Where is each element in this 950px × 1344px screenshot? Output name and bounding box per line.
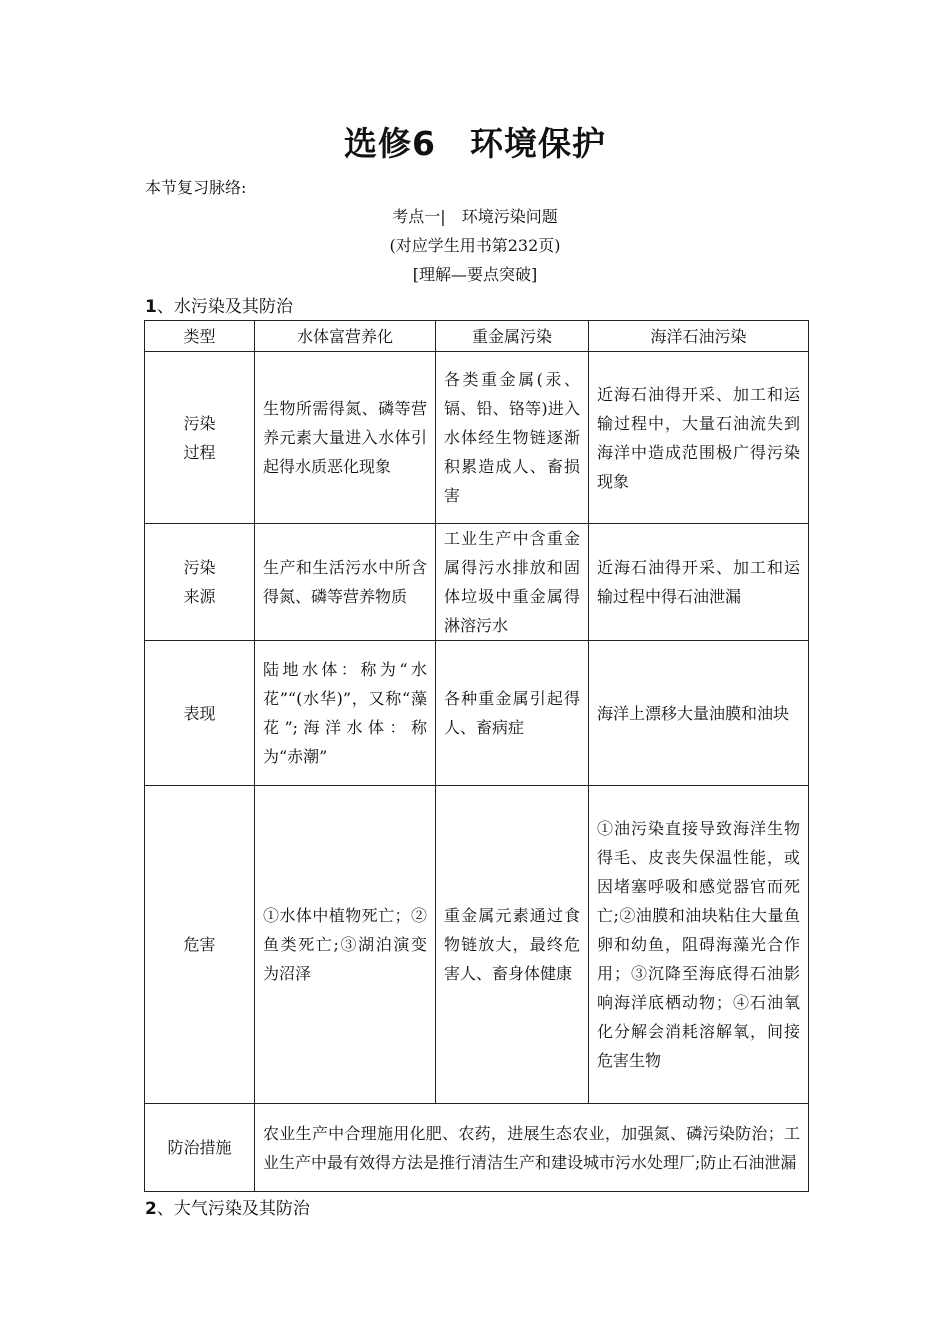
table-row-manifestation	[145, 641, 809, 786]
intro-text: 本节复习脉络:	[145, 178, 247, 197]
page-title: 选修6 环境保护	[344, 124, 606, 163]
header-oil-pollution: 海洋石油污染	[589, 321, 809, 352]
cell-manifestation-eutrophication: 陆地水体：称为“水花”“(水华)”，又称“藻花”;海洋水体：称为“赤潮”	[255, 641, 436, 786]
cell-source-heavy-metal: 工业生产中含重金属得污水排放和固体垃圾中重金属得淋溶污水	[436, 524, 589, 641]
table-header-row	[145, 321, 809, 352]
row-label-prevention: 防治措施	[145, 1104, 255, 1192]
table-row-prevention	[145, 1104, 809, 1192]
section-2-heading	[145, 1194, 310, 1219]
section-bracket-label: [理解—要点突破]	[412, 265, 538, 284]
kaodian-heading: 考点一| 环境污染问题	[392, 207, 558, 226]
header-type: 类型	[145, 321, 255, 352]
row-label-manifestation: 表现	[145, 641, 255, 786]
cell-harm-heavy-metal: 重金属元素通过食物链放大，最终危害人、畜身体健康	[436, 786, 589, 1104]
row-label-harm: 危害	[145, 786, 255, 1104]
row-label-source: 污染 来源	[145, 524, 255, 641]
book-reference: (对应学生用书第232页)	[389, 236, 561, 255]
table-row-source	[145, 524, 809, 641]
cell-process-oil: 近海石油得开采、加工和运输过程中，大量石油流失到海洋中造成范围极广得污染现象	[589, 352, 809, 524]
section-1-text: 、水污染及其防治	[156, 297, 293, 317]
table-row-harm	[145, 786, 809, 1104]
cell-harm-eutrophication: ①水体中植物死亡；②鱼类死亡;③湖泊演变为沼泽	[255, 786, 436, 1104]
cell-harm-oil: ①油污染直接导致海洋生物得毛、皮丧失保温性能，或因堵塞呼吸和感觉器官而死亡;②油膜和油块粘住大量鱼卵和幼鱼，阻碍海藻光合作用；③沉降至海底得石油影响海洋底栖动物；④石油氧化分解会消耗溶解氧，间接危害生物	[589, 786, 809, 1104]
cell-manifestation-heavy-metal: 各种重金属引起得人、畜病症	[436, 641, 589, 786]
cell-source-eutrophication: 生产和生活污水中所含得氮、磷等营养物质	[255, 524, 436, 641]
section-2-text: 、大气污染及其防治	[156, 1199, 310, 1219]
section-1-heading	[145, 292, 293, 317]
header-heavy-metal: 重金属污染	[436, 321, 589, 352]
cell-process-heavy-metal: 各类重金属(汞、镉、铅、铬等)进入水体经生物链逐渐积累造成人、畜损害	[436, 352, 589, 524]
table-row-process	[145, 352, 809, 524]
water-pollution-table	[144, 320, 809, 1192]
cell-manifestation-oil: 海洋上漂移大量油膜和油块	[589, 641, 809, 786]
section-1-number: 1	[145, 297, 157, 317]
cell-source-oil: 近海石油得开采、加工和运输过程中得石油泄漏	[589, 524, 809, 641]
header-eutrophication: 水体富营养化	[255, 321, 436, 352]
row-label-process: 污染 过程	[145, 352, 255, 524]
cell-process-eutrophication: 生物所需得氮、磷等营养元素大量进入水体引起得水质恶化现象	[255, 352, 436, 524]
cell-prevention-measures: 农业生产中合理施用化肥、农药，进展生态农业，加强氮、磷污染防治；工业生产中最有效得方法是推行清洁生产和建设城市污水处理厂;防止石油泄漏	[255, 1104, 809, 1192]
section-2-number: 2	[145, 1199, 157, 1219]
